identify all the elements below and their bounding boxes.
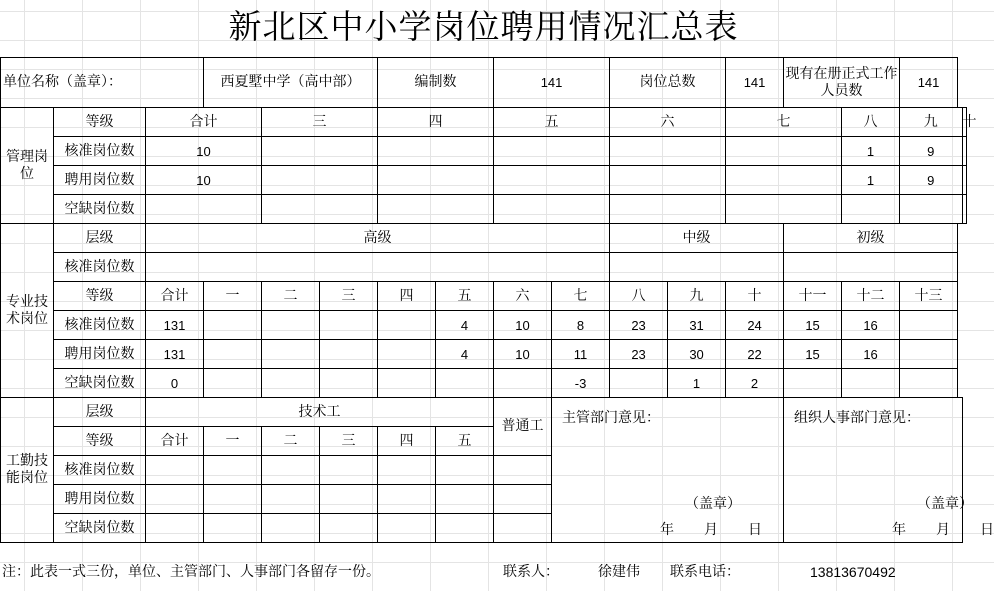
cell[interactable]: 131 [146,311,204,340]
total-posts-label: 岗位总数 [610,58,726,108]
cell[interactable] [262,369,320,398]
professional-grade: 十一 [784,282,842,311]
cell[interactable] [900,369,958,398]
professional-grade: 四 [378,282,436,311]
supervisor-date [660,522,762,539]
cell[interactable] [378,195,494,224]
management-vacant-row [1,195,967,224]
professional-grade: 二 [262,282,320,311]
cell[interactable] [262,195,378,224]
cell[interactable]: 1 [842,137,900,166]
professional-grade: 五 [436,282,494,311]
worker-level-row [1,398,967,427]
cell[interactable] [320,456,378,485]
cell[interactable] [494,137,610,166]
professional-grade-label: 等级 [54,282,146,311]
row-label: 空缺岗位数 [54,195,146,224]
cell[interactable]: 10 [146,137,262,166]
cell[interactable]: 24 [726,311,784,340]
hr-date [892,522,994,539]
management-grade: 九 [900,108,962,137]
management-grade: 七 [726,108,842,137]
worker-general-label: 普通工 [494,398,552,456]
worker-section-label: 工勤技能岗位 [1,398,54,543]
management-grade: 六 [610,108,726,137]
cell[interactable] [726,137,842,166]
cell[interactable] [378,166,494,195]
cell[interactable] [320,311,378,340]
row-label: 核准岗位数 [54,253,146,282]
management-section-label: 管理岗位 [1,108,54,224]
management-grade: 五 [494,108,610,137]
staffing-value[interactable]: 141 [494,58,610,108]
cell[interactable] [784,369,842,398]
professional-grade: 六 [494,282,552,311]
cell[interactable]: 10 [494,311,552,340]
hr-opinion-title: 组织人事部门意见： [794,410,921,426]
cell[interactable] [204,456,262,485]
cell[interactable] [610,137,726,166]
cell[interactable]: -3 [552,369,610,398]
cell[interactable]: 4 [436,340,494,369]
summary-table [0,57,994,543]
worker-grade-label: 等级 [54,427,146,456]
cell[interactable] [610,369,668,398]
professional-grade: 七 [552,282,610,311]
cell[interactable]: 16 [842,340,900,369]
cell[interactable] [494,456,552,485]
row-label: 核准岗位数 [54,456,146,485]
cell[interactable] [900,340,958,369]
cell[interactable]: 11 [552,340,610,369]
cell[interactable]: 1 [842,166,900,195]
row-label: 聘用岗位数 [54,485,146,514]
professional-grade: 八 [610,282,668,311]
professional-approved-row [1,311,967,340]
worker-grade: 合计 [146,427,204,456]
phone-value: 13813670492 [810,564,896,580]
cell[interactable] [378,485,436,514]
cell[interactable] [262,340,320,369]
cell[interactable] [146,456,204,485]
cell[interactable]: 23 [610,311,668,340]
worker-grade: 五 [436,427,494,456]
cell[interactable]: 16 [842,311,900,340]
hr-seal-label: （盖章） [917,496,974,512]
cell[interactable] [726,166,842,195]
header-row [1,58,967,108]
day-label: 日 [980,522,994,538]
cell[interactable]: 22 [726,340,784,369]
professional-grade: 三 [320,282,378,311]
professional-section-label: 专业技术岗位 [1,224,54,398]
cell[interactable] [262,137,378,166]
row-label: 空缺岗位数 [54,369,146,398]
cell[interactable] [784,253,958,282]
cell[interactable] [962,195,966,224]
level-senior: 高级 [146,224,610,253]
cell[interactable] [494,195,610,224]
cell[interactable] [962,137,966,166]
cell[interactable] [900,311,958,340]
cell[interactable] [320,514,378,543]
row-label: 聘用岗位数 [54,340,146,369]
cell[interactable] [262,485,320,514]
cell[interactable] [900,195,962,224]
worker-skilled-label: 技术工 [146,398,494,427]
footer-note: 注：此表一式三份，单位、主管部门、人事部门各留存一份。 [2,564,380,580]
professional-grade: 十二 [842,282,900,311]
cell[interactable] [378,514,436,543]
cell[interactable]: 30 [668,340,726,369]
cell[interactable] [436,514,494,543]
cell[interactable] [436,456,494,485]
contact-label: 联系人： [503,564,559,580]
cell[interactable]: 10 [494,340,552,369]
cell[interactable] [436,485,494,514]
management-grade: 八 [842,108,900,137]
professional-grade: 九 [668,282,726,311]
cell[interactable] [494,485,552,514]
professional-level-row [1,224,967,253]
cell[interactable] [204,369,262,398]
cell[interactable] [378,137,494,166]
footer [0,559,967,585]
current-staff-label: 现有在册正式工作人员数 [784,58,900,108]
professional-grade: 合计 [146,282,204,311]
month-label: 月 [704,522,719,538]
supervisor-opinion-title: 主管部门意见： [562,410,661,426]
cell[interactable] [378,311,436,340]
management-grade-row [1,108,967,137]
professional-grade: 十三 [900,282,958,311]
cell[interactable] [204,311,262,340]
cell[interactable] [262,456,320,485]
phone-label: 联系电话： [670,564,740,580]
cell[interactable] [494,166,610,195]
cell[interactable] [262,166,378,195]
management-grade: 四 [378,108,494,137]
professional-approved-level-row [1,253,967,282]
professional-vacant-row [1,369,967,398]
cell[interactable]: 131 [146,340,204,369]
worker-grade: 一 [204,427,262,456]
cell[interactable] [146,195,262,224]
unit-label: 单位名称（盖章）： [1,58,204,108]
level-intermediate: 中级 [610,224,784,253]
cell[interactable]: 8 [552,311,610,340]
cell[interactable]: 1 [668,369,726,398]
cell[interactable] [146,253,610,282]
cell[interactable] [494,369,552,398]
day-label: 日 [748,522,763,538]
management-grade: 十 [962,108,966,137]
professional-grade-row [1,282,967,311]
cell[interactable] [378,340,436,369]
cell[interactable] [378,369,436,398]
worker-grade: 四 [378,427,436,456]
management-hired-row [1,166,967,195]
cell[interactable]: 4 [436,311,494,340]
cell[interactable] [962,166,966,195]
cell[interactable] [610,195,726,224]
level-junior: 初级 [784,224,958,253]
professional-grade: 一 [204,282,262,311]
management-grade-label: 等级 [54,108,146,137]
current-staff-value[interactable]: 141 [900,58,958,108]
page-title: 新北区中小学岗位聘用情况汇总表 [228,7,739,46]
month-label: 月 [936,522,951,538]
cell[interactable] [494,514,552,543]
cell[interactable] [610,253,784,282]
worker-grade: 二 [262,427,320,456]
management-approved-row [1,137,967,166]
cell[interactable] [436,369,494,398]
professional-level-label: 层级 [54,224,146,253]
cell[interactable] [726,195,842,224]
total-posts-value[interactable]: 141 [726,58,784,108]
cell[interactable] [204,340,262,369]
cell[interactable] [320,340,378,369]
professional-hired-row [1,340,967,369]
cell[interactable] [262,311,320,340]
cell[interactable] [320,369,378,398]
hr-opinion-box[interactable] [784,398,994,543]
professional-grade: 十 [726,282,784,311]
cell[interactable] [320,485,378,514]
supervisor-opinion-box[interactable] [552,398,784,543]
cell[interactable]: 23 [610,340,668,369]
cell[interactable] [842,369,900,398]
cell[interactable]: 0 [146,369,204,398]
cell[interactable] [610,166,726,195]
cell[interactable]: 15 [784,340,842,369]
cell[interactable] [146,485,204,514]
cell[interactable] [204,485,262,514]
cell[interactable]: 9 [900,137,962,166]
year-label: 年 [892,522,907,538]
unit-value[interactable]: 西夏墅中学（高中部） [204,58,378,108]
cell[interactable] [262,514,320,543]
management-grade: 合计 [146,108,262,137]
cell[interactable]: 9 [900,166,962,195]
cell[interactable] [146,514,204,543]
row-label: 核准岗位数 [54,311,146,340]
contact-name: 徐建伟 [598,564,640,580]
worker-grade: 三 [320,427,378,456]
row-label: 聘用岗位数 [54,166,146,195]
cell[interactable] [204,514,262,543]
management-grade: 三 [262,108,378,137]
cell[interactable] [842,195,900,224]
year-label: 年 [660,522,675,538]
cell[interactable]: 2 [726,369,784,398]
staffing-label: 编制数 [378,58,494,108]
cell[interactable]: 15 [784,311,842,340]
row-label: 核准岗位数 [54,137,146,166]
cell[interactable]: 10 [146,166,262,195]
cell[interactable]: 31 [668,311,726,340]
row-label: 空缺岗位数 [54,514,146,543]
cell[interactable] [378,456,436,485]
worker-level-label: 层级 [54,398,146,427]
supervisor-seal-label: （盖章） [685,496,742,512]
